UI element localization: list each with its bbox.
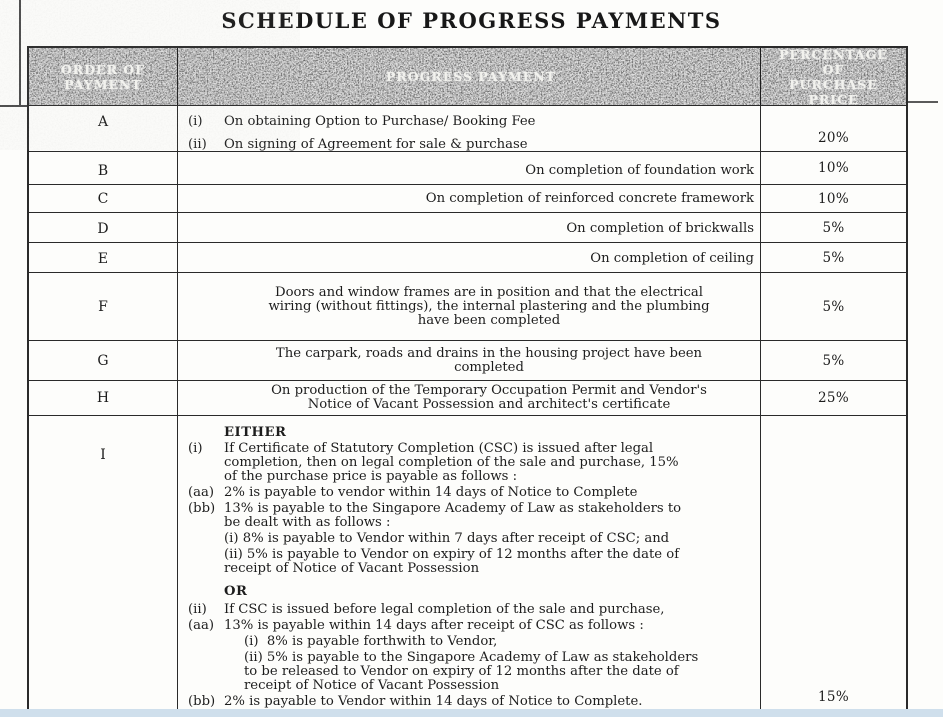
- header-label: PROGRESS PAYMENT: [386, 69, 556, 84]
- order-letter: C: [97, 191, 109, 207]
- item-marker: (aa): [188, 618, 215, 633]
- table-row-e: [29, 242, 906, 272]
- percentage-cell: [760, 341, 906, 380]
- order-cell: [29, 273, 178, 340]
- percentage-cell: [760, 106, 906, 151]
- text-line: On completion of brickwalls: [566, 221, 754, 236]
- schedule-table: [27, 46, 908, 712]
- percentage-cell: [760, 185, 906, 212]
- list-item: [188, 695, 754, 709]
- list-item: [188, 502, 754, 530]
- table-row-f: [29, 272, 906, 340]
- percentage-cell: [760, 416, 906, 710]
- progress-cell: [178, 152, 760, 184]
- progress-cell: [178, 185, 760, 212]
- table-row-a: [29, 105, 906, 151]
- list-item: [188, 134, 528, 151]
- order-letter: B: [97, 163, 109, 179]
- list-item: [188, 603, 754, 617]
- percentage-cell: [760, 273, 906, 340]
- text-line: 13% is payable within 14 days after receipt of CSC as follows :: [224, 618, 644, 633]
- table-row-h: [29, 380, 906, 415]
- percentage-value: 5%: [822, 249, 845, 266]
- progress-cell: [178, 106, 760, 151]
- list-sub-item: [188, 635, 754, 649]
- item-marker: (ii): [188, 137, 207, 151]
- text-line: On production of the Temporary Occupation Permit and Vendor's: [271, 383, 707, 398]
- header-label: ORDER OF PAYMENT: [60, 61, 146, 92]
- text-line: On completion of ceiling: [590, 251, 754, 266]
- text-line: On signing of Agreement for sale & purchase: [224, 137, 528, 151]
- header-label: PERCENTAGE OF PURCHASE PRICE: [779, 46, 888, 107]
- scan-edge-line: [0, 105, 27, 107]
- text-line: Doors and window frames are in position and that the electrical: [275, 284, 703, 300]
- text-line: be dealt with as follows :: [224, 515, 391, 530]
- order-letter: I: [100, 447, 106, 463]
- progress-cell: [178, 341, 760, 380]
- text-line: completion, then on legal completion of the sale and purchase, 15%: [224, 455, 679, 470]
- list-item: [188, 111, 535, 132]
- table-row-c: [29, 184, 906, 212]
- order-cell: [29, 341, 178, 380]
- order-letter: H: [96, 390, 110, 406]
- table-header-row: [29, 48, 906, 105]
- progress-cell: [178, 213, 760, 242]
- percentage-value: 25%: [818, 390, 849, 406]
- order-cell: [29, 416, 178, 710]
- percentage-value: 10%: [818, 190, 849, 207]
- item-marker: (aa): [188, 485, 215, 500]
- text-line: If Certificate of Statutory Completion (CSC) is issued after legal: [224, 441, 654, 456]
- progress-cell: [178, 416, 760, 710]
- text-line: to be released to Vendor on expiry of 12 months after the date of: [244, 664, 679, 679]
- list-item: [188, 486, 754, 500]
- list-sub-item: [188, 548, 754, 576]
- list-item: [188, 442, 754, 484]
- order-cell: [29, 213, 178, 242]
- text-line: 2% is payable to Vendor within 14 days of Notice to Complete.: [224, 694, 643, 709]
- text-line: receipt of Notice of Vacant Possession: [244, 678, 500, 693]
- header-order-of-payment: [29, 48, 178, 105]
- section-heading-or: OR: [224, 584, 248, 599]
- percentage-value: 5%: [822, 219, 845, 236]
- progress-cell: [178, 273, 760, 340]
- item-marker: [188, 651, 224, 693]
- text-line: receipt of Notice of Vacant Possession: [224, 561, 480, 576]
- progress-cell: [178, 243, 760, 272]
- percentage-value: 20%: [818, 130, 849, 146]
- order-cell: [29, 185, 178, 212]
- section-heading-either: EITHER: [224, 425, 287, 440]
- table-row-b: [29, 151, 906, 184]
- page-title: SCHEDULE OF PROGRESS PAYMENTS: [221, 8, 722, 33]
- item-marker: (bb): [188, 694, 216, 709]
- header-progress-payment: [178, 48, 760, 105]
- item-marker: [188, 635, 224, 649]
- text-line: (i) 8% is payable to Vendor within 7 days after receipt of CSC; and: [224, 531, 670, 546]
- item-marker: (i): [188, 441, 203, 456]
- order-cell: [29, 152, 178, 184]
- item-marker: (bb): [188, 501, 216, 516]
- order-letter: G: [97, 352, 109, 369]
- order-cell: [29, 381, 178, 415]
- progress-cell: [178, 381, 760, 415]
- percentage-cell: [760, 152, 906, 184]
- table-row-g: [29, 340, 906, 380]
- percentage-value: 10%: [818, 160, 849, 176]
- text-line: have been completed: [417, 312, 561, 328]
- percentage-value: 5%: [822, 352, 845, 369]
- order-letter: E: [97, 251, 109, 267]
- order-letter: D: [97, 221, 109, 237]
- percentage-value: 5%: [822, 298, 845, 315]
- item-marker: (ii): [188, 602, 207, 617]
- text-line: On obtaining Option to Purchase/ Booking Fee: [224, 114, 536, 129]
- item-marker: [188, 532, 224, 546]
- scan-bottom-edge: [0, 709, 943, 717]
- percentage-cell: [760, 243, 906, 272]
- text-line: wiring (without fittings), the internal plastering and the plumbing: [268, 298, 710, 314]
- percentage-cell: [760, 213, 906, 242]
- order-letter: F: [98, 298, 108, 315]
- scan-edge-line: [908, 101, 938, 103]
- text-line: 13% is payable to the Singapore Academy of Law as stakeholders to: [224, 501, 682, 516]
- text-line: Notice of Vacant Possession and architect's certificate: [307, 397, 671, 412]
- text-line: 2% is payable to vendor within 14 days of Notice to Complete: [224, 485, 638, 500]
- scan-edge-line: [19, 0, 21, 107]
- text-line: If CSC is issued before legal completion of the sale and purchase,: [224, 602, 665, 617]
- item-marker: [188, 548, 224, 576]
- order-letter: A: [97, 114, 109, 130]
- text-line: On completion of foundation work: [525, 163, 754, 178]
- text-line: completed: [454, 359, 524, 375]
- table-row-i: [29, 415, 906, 710]
- text-line: On completion of reinforced concrete framework: [425, 191, 754, 206]
- table-row-d: [29, 212, 906, 242]
- percentage-cell: [760, 381, 906, 415]
- text-line: of the purchase price is payable as follows :: [224, 469, 518, 484]
- order-cell: [29, 243, 178, 272]
- percentage-value: 15%: [818, 689, 849, 705]
- list-sub-item: [188, 651, 754, 693]
- text-line: (i) 8% is payable forthwith to Vendor,: [244, 634, 498, 649]
- list-sub-item: [188, 532, 754, 546]
- text-line: The carpark, roads and drains in the housing project have been: [275, 345, 703, 361]
- text-line: (ii) 5% is payable to Vendor on expiry of 12 months after the date of: [224, 547, 680, 562]
- text-line: (ii) 5% is payable to the Singapore Academy of Law as stakeholders: [244, 650, 699, 665]
- order-cell: [29, 106, 178, 151]
- header-percentage-of-purchase-price: [760, 48, 906, 105]
- list-item: [188, 619, 754, 633]
- item-marker: (i): [188, 114, 203, 129]
